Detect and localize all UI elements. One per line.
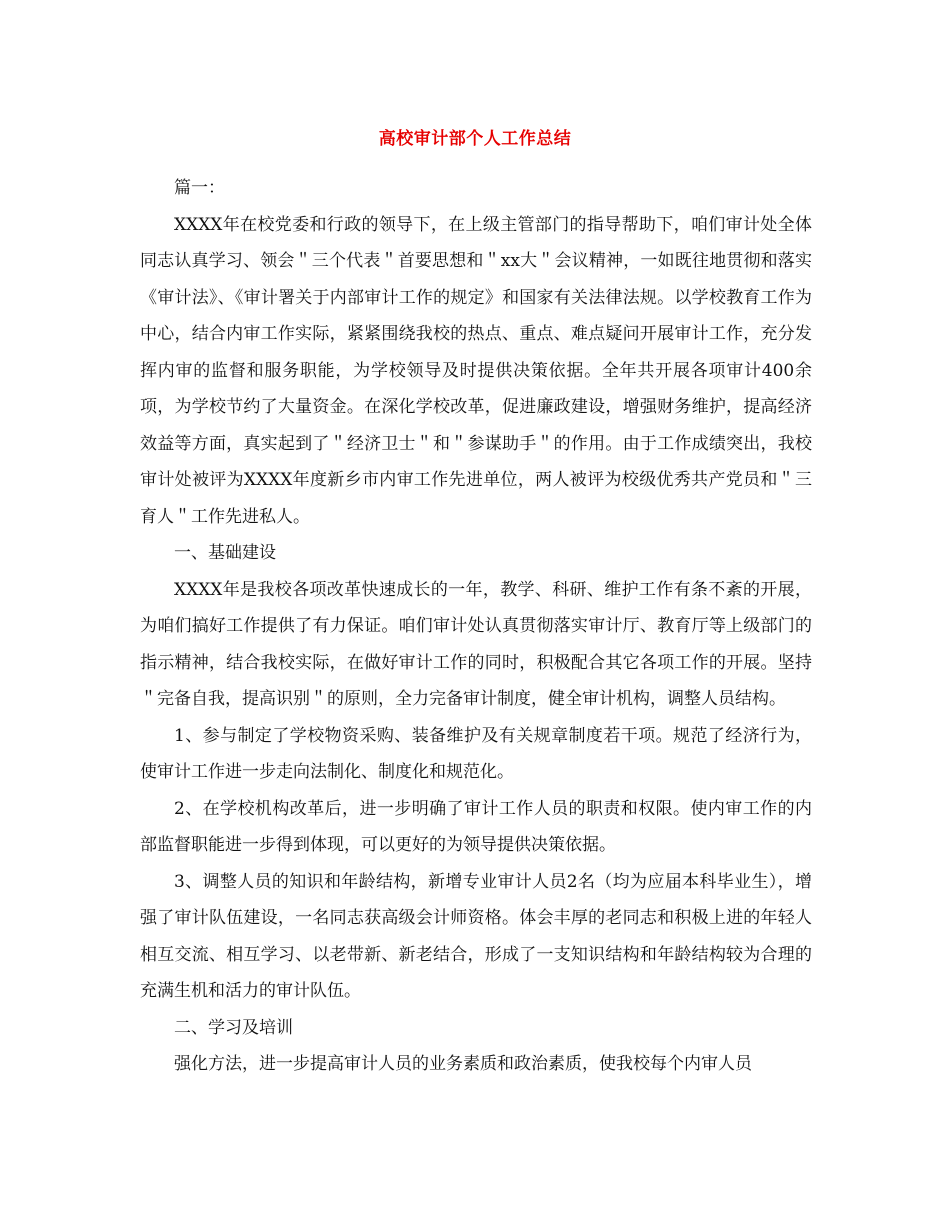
list-item-2: 2、在学校机构改革后，进一步明确了审计工作人员的职责和权限。使内审工作的内部监督职能进一步得到体现，可以更好的为领导提供决策依据。	[140, 798, 812, 855]
document-body	[140, 170, 812, 1083]
document-title: 高校审计部个人工作总结	[378, 129, 572, 149]
section-label-part-one: 篇一：	[174, 178, 225, 198]
list-item-3: 3、调整人员的知识和年龄结构，新增专业审计人员2名（均为应届本科毕业生），增强了审计队伍建设，一名同志获高级会计师资格。体会丰厚的老同志和积极上进的年轻人相互交流、相互学习、以老带新、新老结合，形成了一支知识结构和年龄结构较为合理的充满生机和活力的审计队伍。	[140, 871, 812, 1001]
section-heading-basic-construction: 一、基础建设	[174, 543, 276, 563]
study-training-paragraph: 强化方法，进一步提高审计人员的业务素质和政治素质，使我校每个内审人员	[174, 1054, 752, 1074]
intro-paragraph: XXXX年在校党委和行政的领导下，在上级主管部门的指导帮助下，咱们审计处全体同志认真学习、领会＂三个代表＂首要思想和＂xx大＂会议精神，一如既往地贯彻和落实《审计法》、《审计署关于内部审计工作的规定》和国家有关法律法规。以学校教育工作为中心，结合内审工作实际，紧紧围绕我校的热点、重点、难点疑问开展审计工作，充分发挥内审的监督和服务职能，为学校领导及时提供决策依据。全年共开展各项审计400余项，为学校节约了大量资金。在深化学校改革，促进廉政建设，增强财务维护，提高经济效益等方面，真实起到了＂经济卫士＂和＂参谋助手＂的作用。由于工作成绩突出，我校审计处被评为XXXX年度新乡市内审工作先进单位，两人被评为校级优秀共产党员和＂三育人＂工作先进私人。	[140, 214, 812, 527]
list-item-1: 1、参与制定了学校物资采购、装备维护及有关规章制度若干项。规范了经济行为，使审计工作进一步走向法制化、制度化和规范化。	[140, 725, 812, 782]
section-heading-study-training: 二、学习及培训	[174, 1017, 293, 1038]
basic-construction-paragraph: XXXX年是我校各项改革快速成长的一年，教学、科研、维护工作有条不紊的开展，为咱们搞好工作提供了有力保证。咱们审计处认真贯彻落实审计厅、教育厅等上级部门的指示精神，结合我校实际，在做好审计工作的同时，积极配合其它各项工作的开展。坚持＂完备自我，提高识别＂的原则，全力完备审计制度，健全审计机构，调整人员结构。	[140, 579, 812, 709]
